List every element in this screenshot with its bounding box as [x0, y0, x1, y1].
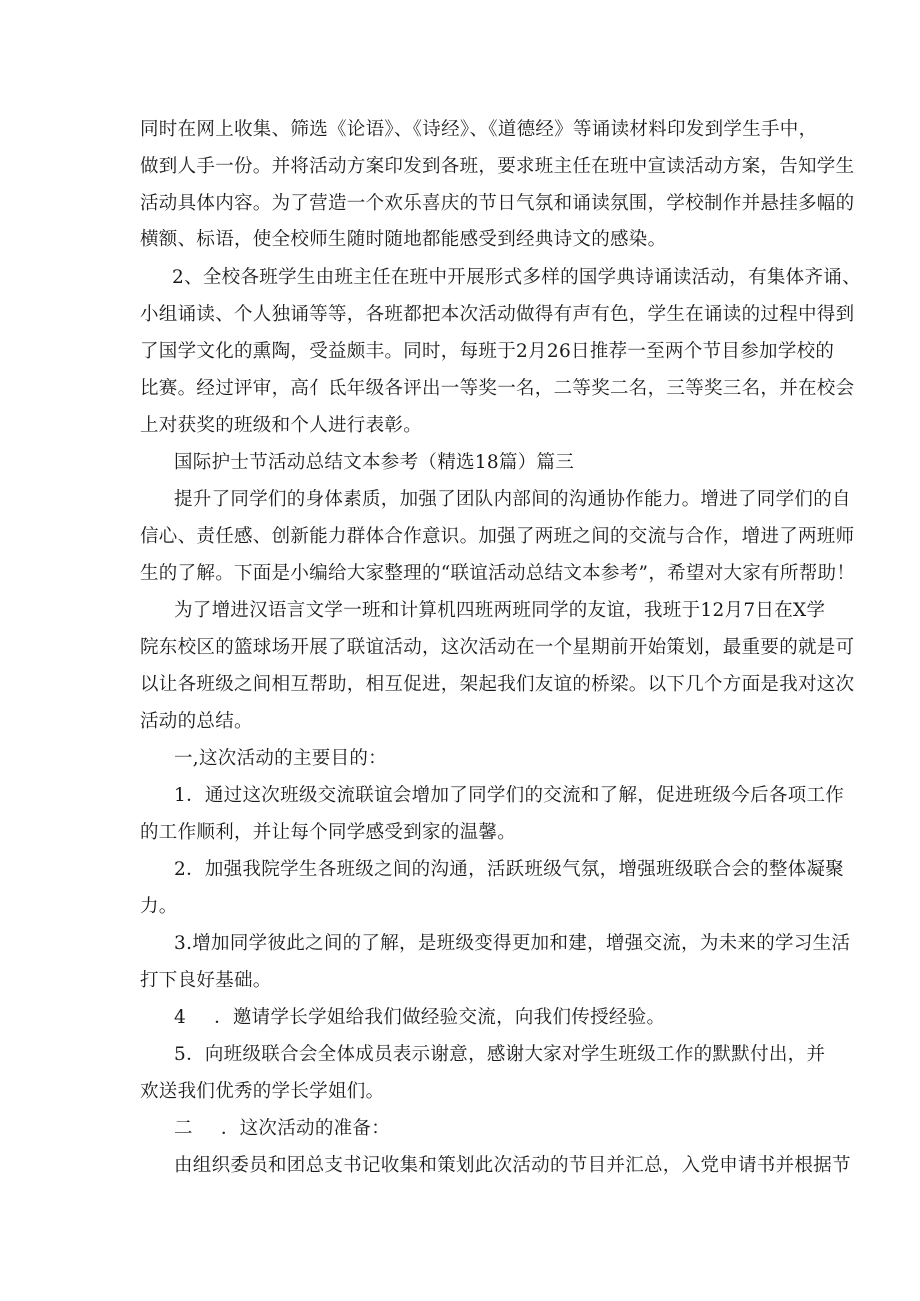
text-line: 信心、责任感、创新能力群体合作意识。加强了两班之间的交流与合作，增进了两班师	[140, 526, 855, 547]
list-item-continuation: 欢送我们优秀的学长学姐们。	[140, 1081, 385, 1102]
text-line: 了国学文化的熏陶，受益颇丰。同时，每班于2月26日推荐一至两个节目参加学校的	[140, 341, 835, 362]
list-item: 1．通过这次班级交流联谊会增加了同学们的交流和了解，促进班级今后各项工作	[174, 785, 845, 806]
list-item	[0, 1006, 920, 1030]
text-line: 由组织委员和团总支书记收集和策划此次活动的节目并汇总，入党申请书并根据节	[174, 1155, 851, 1176]
list-number: 4	[174, 1007, 187, 1028]
text-line: 以让各班级之间相互帮助，相互促进，架起我们友谊的桥梁。以下几个方面是我对这次	[140, 674, 855, 695]
list-item-continuation: 的工作顺利，并让每个同学感受到家的温馨。	[140, 822, 517, 843]
text-line: 2、全校各班学生由班主任在班中开展形式多样的国学典诗诵读活动，有集体齐诵、	[172, 267, 861, 288]
text-line: 活动具体内容。为了营造一个欢乐喜庆的节日气氛和诵读氛围，学校制作并悬挂多幅的	[140, 193, 855, 214]
list-heading	[0, 1117, 920, 1141]
text-line: 小组诵读、个人独诵等等，各班都把本次活动做得有声有色，学生在诵读的过程中得到	[140, 304, 855, 325]
list-item-continuation: 力。	[140, 896, 178, 917]
list-item-text: ．这次活动的准备：	[220, 1118, 391, 1139]
list-item-text: ．邀请学长学姐给我们做经验交流，向我们传授经验。	[214, 1007, 666, 1028]
list-item: 3.增加同学彼此之间的了解，是班级变得更加和建，增强交流，为未来的学习生活	[174, 933, 851, 954]
text-line: 横额、标语，使全校师生随时随地都能感受到经典诗文的感染。	[140, 229, 667, 250]
list-item: 2．加强我院学生各班级之间的沟通，活跃班级气氛，增强班级联合会的整体凝聚	[174, 859, 845, 880]
text-line: 为了增进汉语言文学一班和计算机四班两班同学的友谊，我班于12月7日在X学	[174, 600, 826, 621]
list-heading: 一,这次活动的主要目的：	[174, 748, 387, 769]
list-item: 5．向班级联合会全体成员表示谢意，感谢大家对学生班级工作的默默付出，并	[174, 1044, 826, 1065]
text-line: 院东校区的篮球场开展了联谊活动，这次活动在一个星期前开始策划，最重要的就是可	[140, 637, 855, 658]
text-line: 同时在网上收集、筛选《论语》、《诗经》、《道德经》等诵读材料印发到学生手中，	[140, 119, 818, 140]
text-line: 生的了解。下面是小编给大家整理的“联谊活动总结文本参考”，希望对大家有所帮助！	[140, 563, 856, 584]
section-heading: 国际护士节活动总结文本参考（精选18篇）篇三	[174, 452, 575, 473]
list-number: 二	[174, 1118, 193, 1139]
text-line: 做到人手一份。并将活动方案印发到各班，要求班主任在班中宣读活动方案，告知学生	[140, 156, 855, 177]
list-item-continuation: 打下良好基础。	[140, 970, 272, 991]
text-line: 上对获奖的班级和个人进行表彰。	[140, 415, 423, 436]
text-line: 提升了同学们的身体素质，加强了团队内部间的沟通协作能力。增进了同学们的自	[174, 489, 851, 510]
text-line: 比赛。经过评审，高亻氐年级各评出一等奖一名，二等奖二名，三等奖三名，并在校会	[140, 378, 855, 399]
text-line: 活动的总结。	[140, 711, 253, 732]
